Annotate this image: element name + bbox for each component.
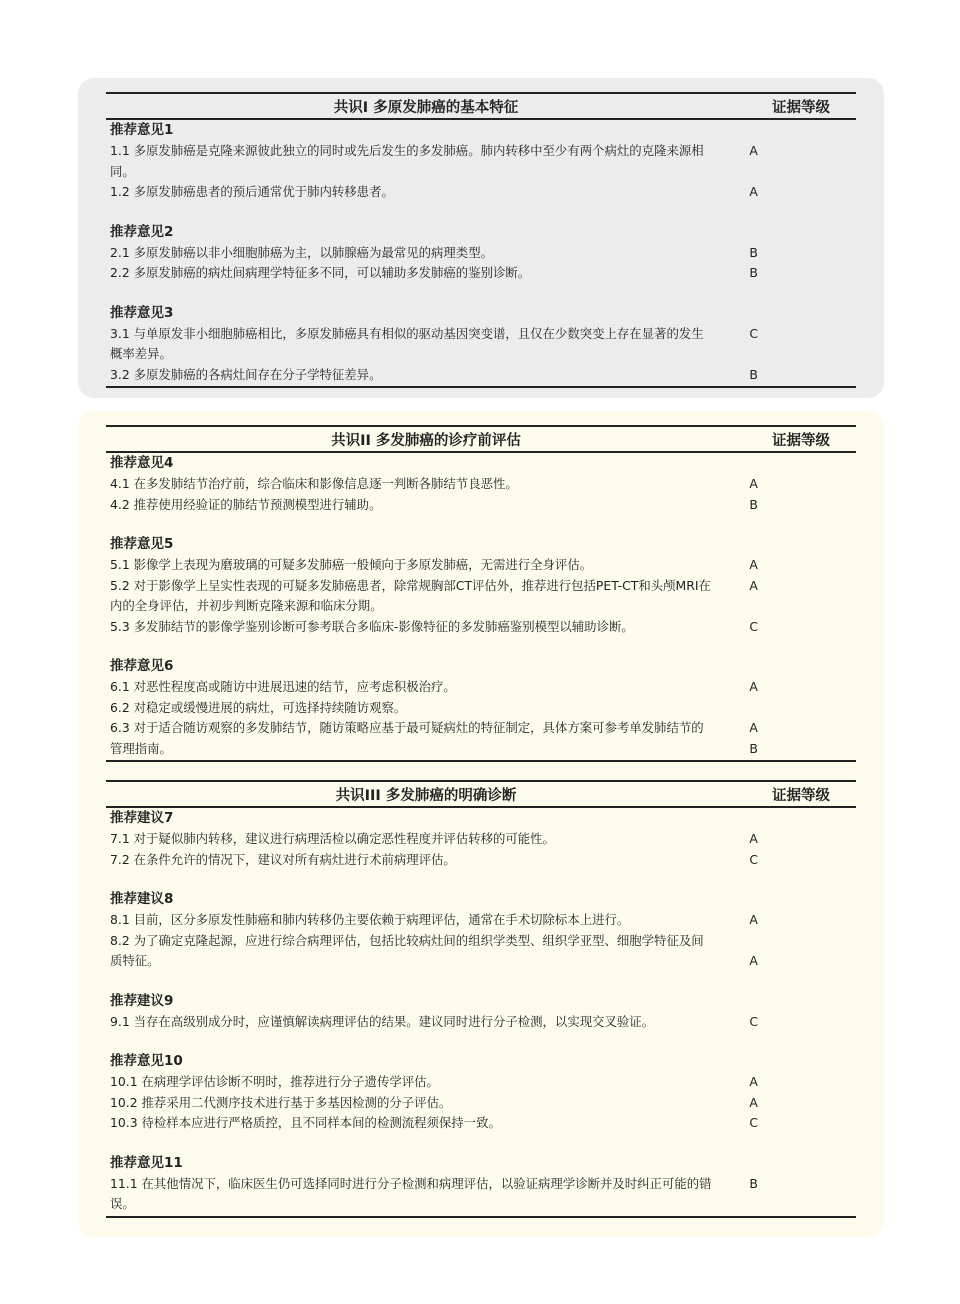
recommendation-text: 5.3 多发肺结节的影像学鉴别诊断可参考联合多临床-影像特征的多发肺癌鉴别模型以辅助诊断。 [110,618,634,634]
recommendation-heading: 推荐建议7 [110,810,174,826]
evidence-grade-value: B [749,496,758,512]
recommendation-text: 7.1 对于疑似肺内转移，建议进行病理活检以确定恶性程度并评估转移的可能性。 [110,831,555,846]
evidence-grade [713,555,856,576]
evidence-grade-value: A [749,952,758,968]
evidence-grade-value: A [749,184,758,199]
recommendation-heading: 推荐意见5 [110,536,174,552]
evidence-grade [713,495,856,516]
evidence-grade [713,365,856,386]
recommendation-group [106,1153,856,1215]
recommendation-text: 6.1 对恶性程度高或随访中进展迅速的结节，应考虑积极治疗。 [110,679,456,694]
recommendation-row [106,1012,856,1033]
table-body [106,453,856,762]
evidence-grade-value: A [749,1094,758,1110]
consensus-table-2 [106,425,856,762]
evidence-grade [713,1174,856,1195]
evidence-grade-value: C [749,618,759,634]
table-header [106,425,856,453]
consensus-table-1 [106,92,856,388]
evidence-grade-value: A [749,912,758,927]
recommendation-text: 1.1 多原发肺癌是克隆来源彼此独立的同时或先后发生的多发肺癌。肺内转移中至少有两个病灶的克隆来源相同。 [110,143,704,179]
table-header [106,92,856,120]
evidence-grade [713,1113,856,1134]
recommendation-row [106,243,856,264]
recommendation-group [106,222,856,284]
evidence-grade [713,910,856,931]
recommendation-text: 6.2 对稳定或缓慢进展的病灶，可选择持续随访观察。 [110,699,407,715]
recommendation-group [106,453,856,515]
evidence-grade-value: B [749,244,758,260]
recommendation-text: 2.2 多原发肺癌的病灶间病理学特征多不同，可以辅助多发肺癌的鉴别诊断。 [110,265,531,280]
evidence-grade [713,850,856,871]
recommendation-row [106,931,856,972]
evidence-grade [713,243,856,264]
grade-column-header: 证据等级 [772,787,830,804]
recommendation-text: 3.2 多原发肺癌的各病灶间存在分子学特征差异。 [110,366,382,382]
section-title: 共识I 多原发肺癌的基本特征 [333,99,519,116]
recommendation-heading: 推荐建议8 [110,891,174,907]
recommendation-group [106,303,856,386]
evidence-grade-value: B [749,1175,758,1191]
evidence-grade [713,263,856,284]
recommendation-group [106,889,856,972]
recommendation-row [106,474,856,495]
recommendation-text: 10.2 推荐采用二代测序技术进行基于多基因检测的分子评估。 [110,1094,452,1110]
recommendation-text: 6.3 对于适合随访观察的多发肺结节，随访策略应基于最可疑病灶的特征制定，具体方案可参考单发肺结节的管理指南。 [110,720,704,756]
evidence-grade [713,718,856,759]
evidence-grade [713,474,856,495]
recommendation-heading: 推荐意见3 [110,304,174,321]
evidence-grade-value: C [749,851,759,867]
evidence-grade-value: A [749,679,758,694]
evidence-grade-value: A [749,1074,758,1089]
evidence-grade-value: B [749,265,758,280]
recommendation-heading: 推荐意见1 [110,122,174,138]
recommendation-row [106,850,856,871]
evidence-grade-value: A [749,143,758,158]
recommendation-text: 5.1 影像学上表现为磨玻璃的可疑多发肺癌一般倾向于多原发肺癌，无需进行全身评估。 [110,557,593,572]
evidence-grade-value: B [749,740,758,756]
evidence-grade [713,576,856,597]
evidence-grade [713,1012,856,1033]
evidence-grade [713,829,856,850]
evidence-grade-value: B [749,366,758,382]
evidence-grade-value: A [749,577,758,593]
recommendation-heading: 推荐意见6 [110,658,174,674]
section-title: 共识II 多发肺癌的诊疗前评估 [331,432,521,449]
evidence-grade-value: C [749,325,759,341]
recommendation-text: 8.1 目前，区分多原发性肺癌和肺内转移仍主要依赖于病理评估，通常在手术切除标本上进行。 [110,912,630,927]
recommendation-row [106,263,856,284]
recommendation-row [106,1072,856,1093]
recommendation-row [106,677,856,698]
recommendation-row [106,1093,856,1114]
evidence-grade-value: C [749,1013,759,1029]
evidence-grade-value: A [749,476,758,491]
recommendation-heading: 推荐意见4 [110,455,174,471]
recommendation-text: 10.1 在病理学评估诊断不明时，推荐进行分子遗传学评估。 [110,1074,439,1089]
recommendation-text: 8.2 为了确定克隆起源，应进行综合病理评估，包括比较病灶间的组织学类型、组织学亚型、细胞学特征及间质特征。 [110,932,704,968]
recommendation-row [106,141,856,182]
evidence-grade [713,182,856,203]
grade-column-header: 证据等级 [772,99,830,116]
recommendation-row [106,718,856,759]
recommendation-row [106,365,856,386]
recommendation-text: 9.1 当存在高级别成分时，应谨慎解读病理评估的结果。建议同时进行分子检测，以实现交叉验证。 [110,1013,655,1029]
recommendation-row [106,495,856,516]
recommendation-text: 3.1 与单原发非小细胞肺癌相比，多原发肺癌具有相似的驱动基因突变谱，且仅在少数突变上存在显著的发生概率差异。 [110,325,704,361]
evidence-grade-value: A [749,557,758,572]
consensus-table-3 [106,780,856,1218]
recommendation-row [106,576,856,617]
recommendation-row [106,555,856,576]
recommendation-text: 7.2 在条件允许的情况下，建议对所有病灶进行术前病理评估。 [110,851,456,867]
recommendation-group [106,120,856,203]
recommendation-row [106,182,856,203]
recommendation-row [106,1174,856,1215]
table-body [106,808,856,1218]
section-title: 共识III 多发肺癌的明确诊断 [335,787,517,804]
table-body [106,120,856,388]
recommendation-group [106,808,856,870]
evidence-grade [713,324,856,345]
recommendation-text: 5.2 对于影像学上呈实性表现的可疑多发肺癌患者，除常规胸部CT评估外，推荐进行包括PET-CT和头颅MRI在内的全身评估，并初步判断克隆来源和临床分期。 [110,577,711,613]
evidence-grade [713,931,856,972]
recommendation-heading: 推荐意见10 [110,1053,183,1069]
recommendation-text: 1.2 多原发肺癌患者的预后通常优于肺内转移患者。 [110,184,394,199]
recommendation-row [106,910,856,931]
evidence-grade-value: A [749,831,758,846]
recommendation-text: 4.2 推荐使用经验证的肺结节预测模型进行辅助。 [110,496,382,512]
evidence-grade [713,617,856,638]
recommendation-group [106,534,856,637]
recommendation-heading: 推荐建议9 [110,992,174,1009]
recommendation-row [106,1113,856,1134]
recommendation-row [106,617,856,638]
recommendation-text: 4.1 在多发肺结节治疗前，综合临床和影像信息逐一判断各肺结节良恶性。 [110,476,518,491]
recommendation-row [106,698,856,719]
grade-column-header: 证据等级 [772,432,830,449]
evidence-grade-value: A [749,720,758,735]
evidence-grade [713,141,856,162]
recommendation-heading: 推荐意见2 [110,223,174,240]
recommendation-group [106,656,856,759]
recommendation-text: 11.1 在其他情况下，临床医生仍可选择同时进行分子检测和病理评估，以验证病理学诊断并及时纠正可能的错误。 [110,1175,712,1211]
evidence-grade [713,1072,856,1093]
recommendation-group [106,1051,856,1134]
recommendation-text: 10.3 待检样本应进行严格质控，且不同样本间的检测流程须保持一致。 [110,1115,501,1130]
recommendation-group [106,991,856,1033]
table-header [106,780,856,808]
evidence-grade [713,677,856,698]
recommendation-row [106,829,856,850]
evidence-grade [713,1093,856,1114]
recommendation-heading: 推荐意见11 [110,1154,183,1171]
recommendation-row [106,324,856,365]
recommendation-text: 2.1 多原发肺癌以非小细胞肺癌为主，以肺腺癌为最常见的病理类型。 [110,244,493,260]
evidence-grade-value: C [749,1115,759,1130]
